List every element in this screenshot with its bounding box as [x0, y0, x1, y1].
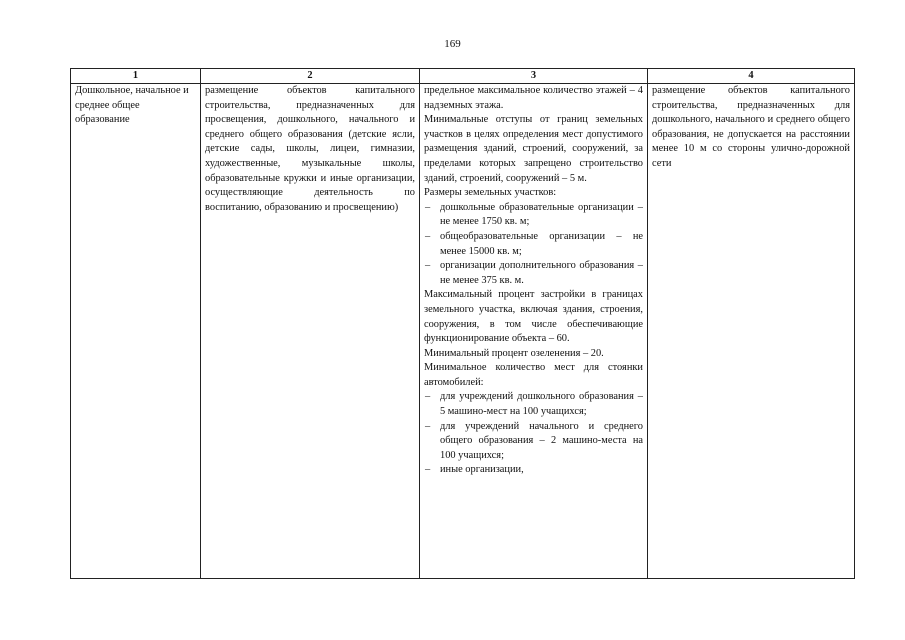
land-use-type-cell: Дошкольное, начальное и среднее общее образование [71, 84, 201, 579]
list-item-text: иные организации, [440, 464, 524, 476]
restrictions-cell: размещение объектов капитального строительства, предназначенных для дошкольного, начального и среднего общего образования, не допускается на расстоянии менее 10 м со стороны улично-дорожной сети [648, 84, 855, 579]
list-item-text: дошкольные образовательные организации – не менее 1750 кв. м; [440, 201, 643, 228]
min-greenery-text: Минимальный процент озеленения – 20. [424, 347, 604, 359]
list-item [424, 420, 643, 464]
setback-text: Минимальные отступы от границ земельных участков в целях определения мест допустимого размещения зданий, строений, сооружений, за пределами которых запрещено строительство зданий, строений, сооружений – 5 м. [424, 114, 643, 184]
parameters-cell [420, 84, 648, 579]
list-item [424, 201, 643, 230]
dash-marker: – [425, 201, 431, 213]
parking-heading: Минимальное количество мест для стоянки автомобилей: [424, 362, 643, 388]
table-header-row [71, 69, 855, 84]
dash-marker: – [425, 464, 431, 476]
dash-marker: – [425, 230, 431, 242]
list-item-text: общеобразовательные организации – не менее 15000 кв. м; [440, 230, 643, 257]
list-item [424, 463, 643, 478]
plot-size-heading: Размеры земельных участков: [424, 187, 557, 199]
list-item-text: организации дополнительного образования – не менее 375 кв. м. [440, 260, 643, 286]
dash-marker: – [425, 420, 431, 432]
column-header-3: 3 [420, 69, 648, 84]
page-number: 169 [444, 38, 461, 50]
dash-marker: – [425, 391, 431, 403]
column-header-1: 1 [71, 69, 201, 84]
column-header-2: 2 [201, 69, 420, 84]
column-header-4: 4 [648, 69, 855, 84]
floors-limit-text: предельное максимальное количество этажей – 4 надземных этажа. [424, 85, 643, 111]
description-cell: размещение объектов капитального строительства, предназначенных для просвещения, дошкольного, начального и среднего общего образования (детские ясли, детские сады, школы, лицеи, гимназии, художественные, музыкальные школы, образовательные кружки и иные организации, осуществляющие деятельность по воспитанию, образованию и просвещению) [201, 84, 420, 579]
list-item-text: для учреждений начального и среднего общего образования – 2 машино-места на 100 учащихся; [440, 420, 643, 461]
list-item [424, 259, 643, 288]
regulations-table [70, 68, 855, 579]
dash-marker: – [425, 260, 431, 272]
list-item [424, 390, 643, 419]
list-item [424, 230, 643, 259]
max-coverage-text: Максимальный процент застройки в границах земельного участка, включая здания, строения, сооружения, в том числе обеспечивающие функционирование объекта – 60. [424, 289, 643, 345]
table-row [71, 84, 855, 579]
list-item-text: для учреждений дошкольного образования – 5 машино-мест на 100 учащихся; [440, 391, 643, 418]
